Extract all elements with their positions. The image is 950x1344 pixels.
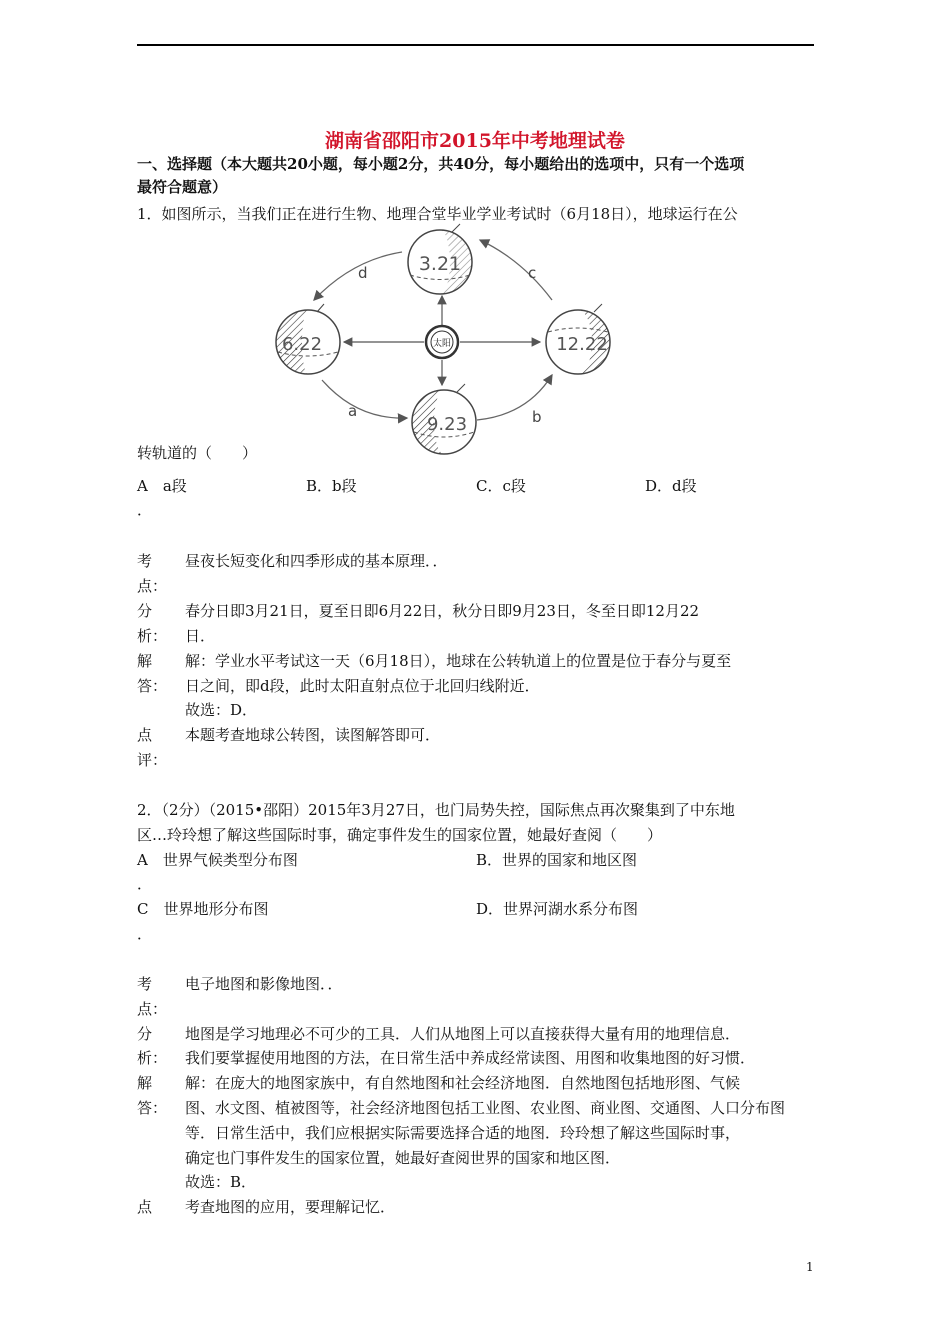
- q1-jieda-line2: 日之间，即d段，此时太阳直射点位于北回归线附近．: [185, 677, 540, 695]
- segment-label-d: d: [358, 264, 368, 282]
- q2-jieda-line3: 等．日常生活中，我们应根据实际需要选择合适的地图．玲玲想了解这些国际时事，: [185, 1124, 741, 1142]
- q1-kaodian-text: 昼夜长短变化和四季形成的基本原理．．: [185, 552, 448, 570]
- orbit-segment-a: [322, 380, 407, 418]
- q1-jieda-label-1: 解: [137, 652, 153, 670]
- earth-label-12-22: 12.22: [556, 334, 608, 355]
- q1-fenxi-line1: 春分日即3月21日，夏至日即6月22日，秋分日即9月23日，冬至日即12月22: [185, 602, 700, 620]
- q1-fenxi-label-1: 分: [137, 602, 153, 620]
- earth-label-3-21: 3.21: [418, 253, 462, 275]
- q2-fenxi-label-2: 析：: [137, 1049, 168, 1067]
- q2-dianping-text: 考查地图的应用，要理解记忆．: [185, 1198, 396, 1216]
- q2-jieda-line2: 图、水文图、植被图等，社会经济地图包括工业图、农业图、商业图、交通图、人口分布图: [185, 1099, 786, 1117]
- page-number: 1: [806, 1260, 814, 1274]
- section-heading-line2: 最符合题意）: [137, 178, 228, 196]
- sun-label: 太阳: [432, 339, 452, 349]
- q2-option-dot-2: ．: [137, 925, 153, 943]
- q2-stem-line2: 区…玲玲想了解这些国际时事，确定事件发生的国家位置，她最好查阅（ ）: [137, 826, 663, 844]
- q2-option-a[interactable]: A 世界气候类型分布图: [137, 851, 298, 869]
- segment-label-c: c: [528, 264, 537, 282]
- earth-orbit-diagram: [262, 220, 622, 460]
- q2-jieda-line5: 故选：B．: [185, 1173, 257, 1191]
- segment-label-b: b: [532, 408, 542, 426]
- q2-jieda-line4: 确定也门事件发生的国家位置，她最好查阅世界的国家和地区图．: [185, 1149, 621, 1167]
- q1-option-b[interactable]: B．b段: [306, 477, 357, 495]
- q2-stem-line1: 2．（2分）（2015•邵阳）2015年3月27日，也门局势失控，国际焦点再次聚集到了中东地: [137, 801, 735, 819]
- q1-dianping-label-1: 点: [137, 726, 153, 744]
- q1-jieda-line1: 解：学业水平考试这一天（6月18日），地球在公转轨道上的位置是位于春分与夏至: [185, 652, 732, 670]
- q2-kaodian-text: 电子地图和影像地图．．: [185, 975, 343, 993]
- q2-option-b[interactable]: B．世界的国家和地区图: [476, 851, 638, 869]
- q1-fenxi-line2: 日．: [185, 627, 216, 645]
- q1-dianping-text: 本题考查地球公转图，读图解答即可．: [185, 726, 441, 744]
- q2-jieda-line1: 解：在庞大的地图家族中，有自然地图和社会经济地图．自然地图包括地形图、气候: [185, 1074, 741, 1092]
- q2-option-dot-1: ．: [137, 875, 153, 893]
- q2-jieda-label-2: 答：: [137, 1099, 168, 1117]
- section-heading-line1: 一、选择题（本大题共20小题，每小题2分，共40分，每小题给出的选项中，只有一个选项: [137, 155, 745, 173]
- q1-stem-line1: 1．如图所示，当我们正在进行生物、地理合堂毕业学业考试时（6月18日），地球运行在公: [137, 205, 738, 223]
- q2-fenxi-label-1: 分: [137, 1025, 153, 1043]
- q2-fenxi-line1: 地图是学习地理必不可少的工具．人们从地图上可以直接获得大量有用的地理信息．: [185, 1025, 741, 1043]
- q1-option-a[interactable]: A a段: [137, 477, 187, 495]
- q1-kaodian-label-2: 点：: [137, 577, 168, 595]
- segment-label-a: a: [348, 402, 358, 420]
- q1-dianping-label-2: 评：: [137, 751, 168, 769]
- earth-label-6-22: 6.22: [281, 334, 323, 355]
- q1-option-c[interactable]: C．c段: [476, 477, 526, 495]
- earth-label-9-23: 9.23: [426, 414, 468, 435]
- header-rule: [137, 44, 814, 46]
- q1-stem-line2: 转轨道的（ ）: [137, 444, 258, 462]
- orbit-segment-c: [480, 240, 552, 300]
- q1-jieda-label-2: 答：: [137, 677, 168, 695]
- q1-jieda-line3: 故选：D．: [185, 701, 258, 719]
- q2-jieda-label-1: 解: [137, 1074, 153, 1092]
- page-title: 湖南省邵阳市2015年中考地理试卷: [325, 130, 625, 152]
- q1-option-d[interactable]: D．d段: [645, 477, 697, 495]
- q2-fenxi-line2: 我们要掌握使用地图的方法，在日常生活中养成经常读图、用图和收集地图的好习惯．: [185, 1049, 756, 1067]
- q1-option-dot: ．: [137, 501, 153, 519]
- q1-fenxi-label-2: 析：: [137, 627, 168, 645]
- q2-option-c[interactable]: C 世界地形分布图: [137, 900, 269, 918]
- q2-dianping-label-1: 点: [137, 1198, 153, 1216]
- q1-kaodian-label-1: 考: [137, 552, 153, 570]
- q2-kaodian-label-1: 考: [137, 975, 153, 993]
- q2-option-d[interactable]: D．世界河湖水系分布图: [476, 900, 639, 918]
- q2-kaodian-label-2: 点：: [137, 1000, 168, 1018]
